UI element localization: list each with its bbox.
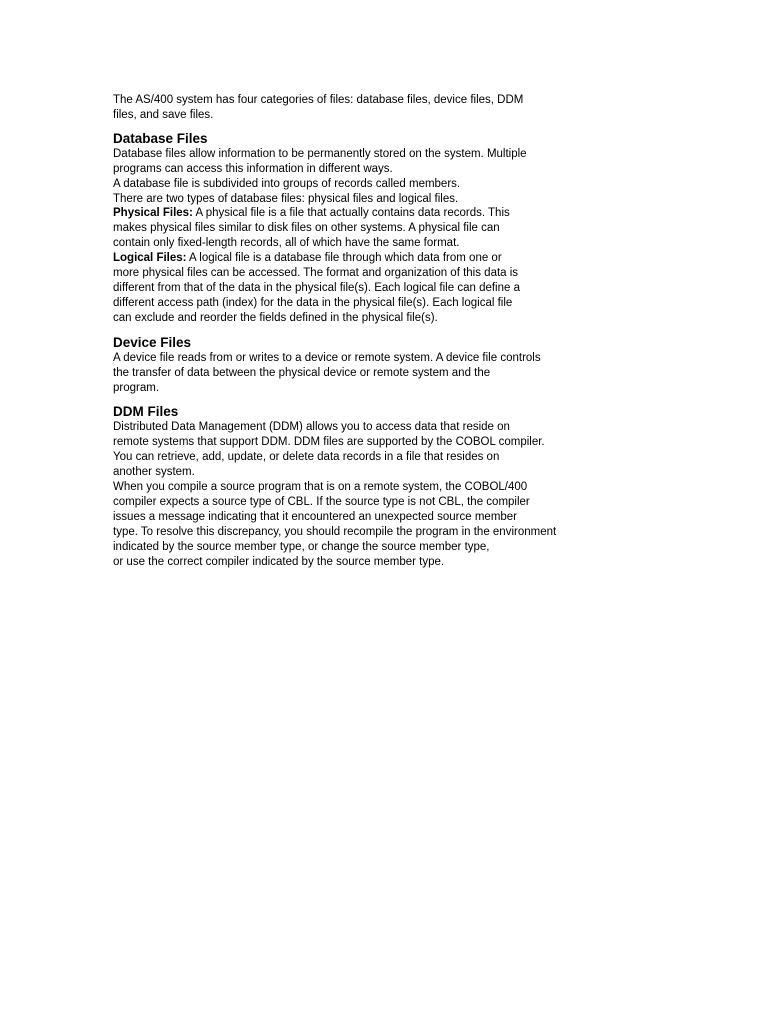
ddm-line: issues a message indicating that it encountered an unexpected source member — [113, 510, 518, 523]
device-line: A device file reads from or writes to a device or remote system. A device file controls — [113, 351, 541, 364]
ddm-line: or use the correct compiler indicated by the source member type. — [113, 555, 445, 568]
database-files-heading: Database Files — [113, 130, 208, 146]
intro-line: files, and save files. — [113, 108, 214, 121]
ddm-line: compiler expects a source type of CBL. If the source type is not CBL, the compiler — [113, 495, 530, 508]
device-files-section — [113, 334, 613, 396]
physical-files-line: makes physical files similar to disk files on other systems. A physical file can — [113, 222, 500, 235]
ddm-line: indicated by the source member type, or change the source member type, — [113, 540, 490, 553]
physical-files-text: A physical file is a file that actually contains data records. This — [192, 207, 510, 220]
logical-files-line: can exclude and reorder the fields defined in the physical file(s). — [113, 311, 438, 324]
logical-files-line: more physical files can be accessed. The format and organization of this data is — [113, 267, 519, 280]
physical-files-label: Physical Files: — [113, 207, 193, 220]
ddm-line: another system. — [113, 466, 195, 479]
logical-files-label: Logical Files: — [113, 252, 187, 265]
device-line: program. — [113, 381, 160, 394]
document-page — [113, 93, 613, 569]
intro-paragraph — [113, 93, 613, 123]
logical-files-line: different access path (index) for the data in the physical file(s). Each logical file — [113, 296, 513, 309]
logical-files-text: A logical file is a database file through which data from one or — [186, 252, 502, 265]
intro-line: The AS/400 system has four categories of files: database files, device files, DDM — [113, 94, 524, 106]
ddm-line: type. To resolve this discrepancy, you should recompile the program in the environment — [113, 525, 557, 538]
ddm-files-heading: DDM Files — [113, 404, 179, 420]
physical-files-line — [113, 206, 613, 221]
database-files-section — [113, 130, 613, 326]
database-line: programs can access this information in different ways. — [113, 162, 393, 175]
ddm-line: You can retrieve, add, update, or delete data records in a file that resides on — [113, 451, 500, 464]
logical-files-line — [113, 251, 613, 266]
database-line: There are two types of database files: physical files and logical files. — [113, 192, 459, 205]
ddm-line: When you compile a source program that is on a remote system, the COBOL/400 — [113, 481, 528, 494]
ddm-files-section — [113, 403, 613, 569]
physical-files-line: contain only fixed-length records, all of which have the same format. — [113, 237, 460, 250]
ddm-line: Distributed Data Management (DDM) allows you to access data that reside on — [113, 421, 510, 434]
database-line: Database files allow information to be permanently stored on the system. Multiple — [113, 147, 527, 160]
logical-files-line: different from that of the data in the physical file(s). Each logical file can define a — [113, 281, 520, 294]
database-line: A database file is subdivided into groups of records called members. — [113, 177, 461, 190]
device-line: the transfer of data between the physical device or remote system and the — [113, 366, 491, 379]
ddm-line: remote systems that support DDM. DDM files are supported by the COBOL compiler. — [113, 436, 545, 449]
device-files-heading: Device Files — [113, 334, 192, 350]
